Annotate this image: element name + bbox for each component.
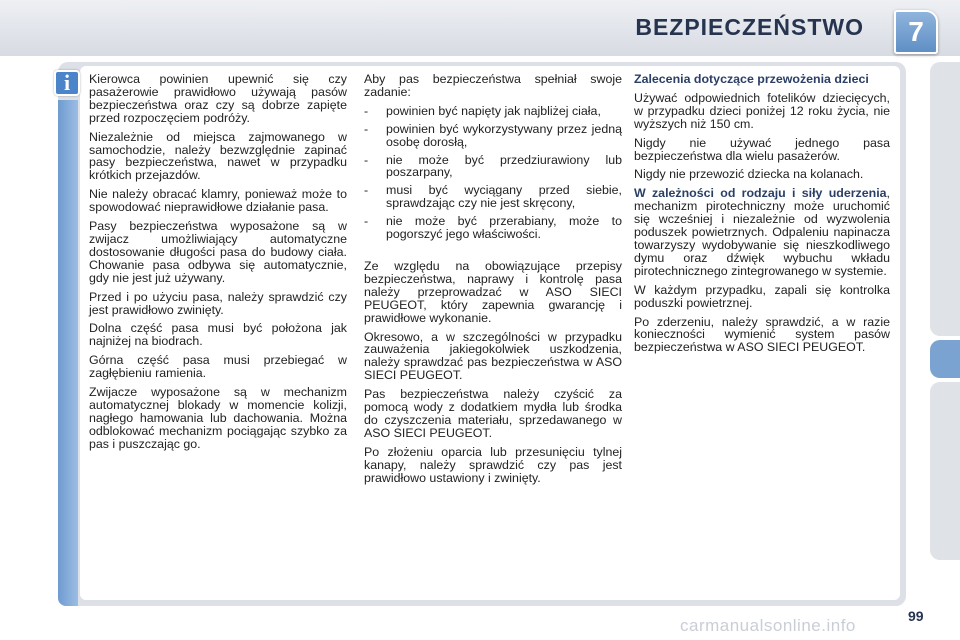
paragraph: Niezależnie od miejsca zajmowanego w samochodzie, należy bezwzględnie zapinać pasy bezpieczeństwa, nawet w przypadku krótkich przejazdów. — [89, 129, 347, 183]
section-heading: Zalecenia dotyczące przewożenia dzieci — [634, 72, 869, 86]
paragraph: Górna część pasa musi przebiegać w zagłębieniu ramienia. — [89, 353, 347, 381]
list-item-text: musi być wyciągany przed siebie, sprawdzając czy nie jest skręcony, — [386, 183, 622, 211]
paragraph: Nie należy obracać klamry, ponieważ może to spowodować nieprawidłowe działanie pasa. — [89, 187, 347, 215]
paragraph: Nigdy nie używać jednego pasa bezpieczeństwa dla wielu pasażerów. — [634, 135, 890, 163]
list-item-text: nie może być przerabiany, może to pogorszyć jego właściwości. — [386, 214, 622, 242]
paragraph: Przed i po użyciu pasa, należy sprawdzić czy jest prawidłowo zwinięty. — [89, 289, 347, 317]
paragraph: Pas bezpieczeństwa należy czyścić za pomocą wody z dodatkiem mydła lub środka do czyszczenia materiału, sprzedawanego w ASO SIECI PEUGEOT. — [364, 387, 622, 440]
chapter-title: BEZPIECZEŃSTWO — [635, 14, 864, 40]
paragraph: Po zderzeniu, należy sprawdzić, a w razie konieczności wymienić system pasów bezpieczeństwa w ASO SIECI PEUGEOT. — [634, 314, 890, 355]
text-column-1 — [89, 73, 347, 457]
paragraph: Pasy bezpieczeństwa wyposażone są w zwijacz umożliwiający automatyczne dostosowanie długości pasa do budowy ciała. Chowanie pasa odbywa się automatycznie, gdy nie jest już używany. — [89, 219, 347, 285]
paragraph: Używać odpowiednich fotelików dziecięcych, w przypadku dzieci poniżej 12 roku życia, nie wyższych niż 150 cm. — [634, 90, 890, 131]
list-item-text: nie może być przedziurawiony lub poszarpany, — [386, 152, 622, 180]
dash-marker: - — [364, 183, 369, 198]
paragraph: Nigdy nie przewozić dziecka na kolanach. — [634, 167, 864, 182]
paragraph: Dolna część pasa musi być położona jak najniżej na biodrach. — [89, 321, 347, 349]
dash-marker: - — [364, 214, 369, 229]
info-icon: i — [54, 70, 80, 96]
list-item — [364, 123, 622, 149]
paragraph: Kierowca powinien upewnić się czy pasażerowie prawidłowo używają pasów bezpieczeństwa oraz czy są dobrze zapięte przed rozpoczęciem podróży. — [89, 72, 347, 125]
dash-marker: - — [364, 121, 369, 136]
pretensioner-text: , mechanizm pirotechniczny może uruchomić się wcześniej i niezależnie od wyzwolenia poduszek powietrznych. Odpaleniu napinacza towarzyszy wydobywanie się nieszkodliwego dymu oraz dźwięk wybuchu wkładu pirotechnicznego zintegrowanego w systemie. — [634, 186, 890, 278]
paragraph: Okresowo, a w szczególności w przypadku zauważenia jakiegokolwiek uszkodzenia, należy sprawdzać pas bezpieczeństwa w ASO SIECI PEUGEOT. — [364, 329, 622, 383]
list-item-text: powinien być napięty jak najbliżej ciała, — [386, 103, 601, 118]
text-column-3 — [634, 73, 890, 360]
paragraph: Zwijacze wyposażone są w mechanizm automatycznej blokady w momencie kolizji, nagłego hamowania lub dachowania. Można odblokować mechanizm pociągając szybko za pas i puszczając go. — [89, 385, 347, 451]
paragraph: W każdym przypadku, zapali się kontrolka poduszki powietrznej. — [634, 282, 890, 310]
paragraph: Po złożeniu oparcia lub przesunięciu tylnej kanapy, należy sprawdzić czy pas jest prawidłowo ustawiony i zwinięty. — [364, 444, 622, 485]
dash-marker: - — [364, 152, 369, 167]
pretensioner-paragraph — [634, 187, 890, 277]
side-tab[interactable] — [930, 62, 960, 336]
paragraph: Ze względu na obowiązujące przepisy bezpieczeństwa, naprawy i kontrolę pasa należy przeprowadzać w ASO SIECI PEUGEOT, który zapewnia gwarancję i prawidłowe wykonanie. — [364, 258, 622, 325]
intro-paragraph: Aby pas bezpieczeństwa spełniał swoje zadanie: — [364, 72, 622, 99]
info-side-strip — [58, 100, 78, 606]
list-item-text: powinien być wykorzystywany przez jedną osobę dorosłą, — [386, 121, 622, 149]
list-item — [364, 215, 622, 241]
side-tab[interactable] — [930, 382, 960, 560]
requirements-list — [364, 105, 622, 241]
watermark: carmanualsonline.info — [680, 616, 856, 635]
chapter-number-badge: 7 — [894, 10, 938, 54]
list-item — [364, 184, 622, 210]
list-item — [364, 154, 622, 180]
text-column-2 — [364, 73, 622, 490]
dash-marker: - — [364, 103, 369, 118]
list-item — [364, 105, 622, 118]
page-number: 99 — [908, 608, 924, 624]
side-tab-active[interactable] — [930, 340, 960, 378]
pretensioner-lead: W zależności od rodzaju i siły uderzenia — [634, 186, 887, 201]
